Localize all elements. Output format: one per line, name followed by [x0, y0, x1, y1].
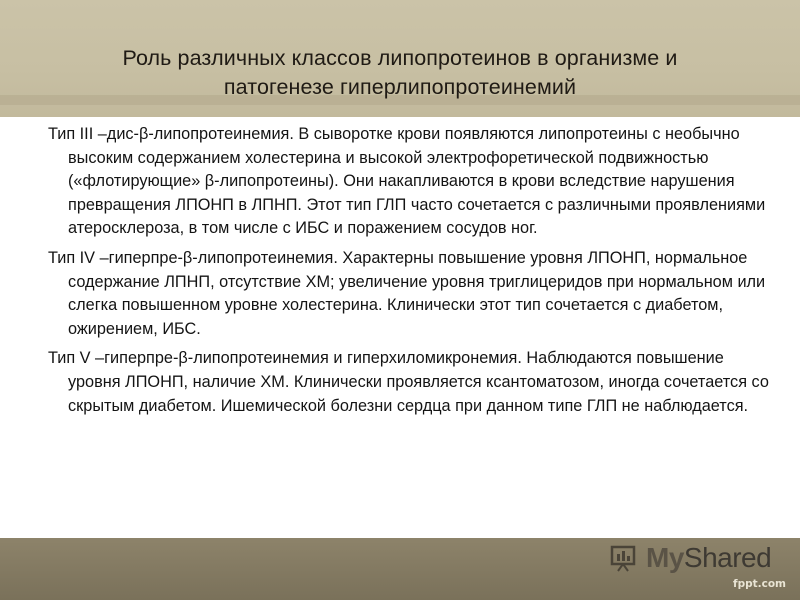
paragraph-type-iii: Тип III –дис-β-липопротеинемия. В сыворотке крови появляются липопротеины с необычно высоким содержанием холестерина и высокой электрофоретической подвижностью («флотирующие» β-липопротеины). Они накапливаются в крови вследствие нарушения превращения ЛПОНП в ЛПНП. Этот тип ГЛП часто сочетается с различными проявлениями атеросклероза, в том числе с ИБС и поражением сосудов ног. [48, 125, 766, 238]
logo-text-shared: Shared [683, 542, 772, 573]
footer-credit: fppt.com [733, 578, 786, 590]
logo-text [646, 542, 771, 574]
slide-title [0, 44, 800, 102]
slide-title-line-1: Роль различных классов липопротеинов в организме и [122, 46, 678, 70]
myshared-logo [608, 540, 771, 576]
slide-title-line-2: патогенезе гиперлипопротеинемий [223, 75, 577, 99]
paragraph-type-v: Тип V –гиперпре-β-липопротеинемия и гиперхиломикронемия. Наблюдаются повышение уровня ЛПОНП, наличие ХМ. Клинически проявляется ксантоматозом, иногда сочетается со скрытым диабетом. Ишемической болезни сердца при данном типе ГЛП не наблюдается. [48, 349, 769, 415]
slide-body [48, 123, 770, 424]
presentation-board-icon [608, 544, 642, 572]
paragraph-type-iv: Тип IV –гиперпре-β-липопротеинемия. Характерны повышение уровня ЛПОНП, нормальное содержание ЛПНП, отсутствие ХМ; увеличение уровня триглицеридов при нормальном или слегка повышенном уровне холестерина. Клинически этот тип сочетается с диабетом, ожирением, ИБС. [48, 248, 766, 338]
logo-text-my: My [646, 542, 684, 573]
